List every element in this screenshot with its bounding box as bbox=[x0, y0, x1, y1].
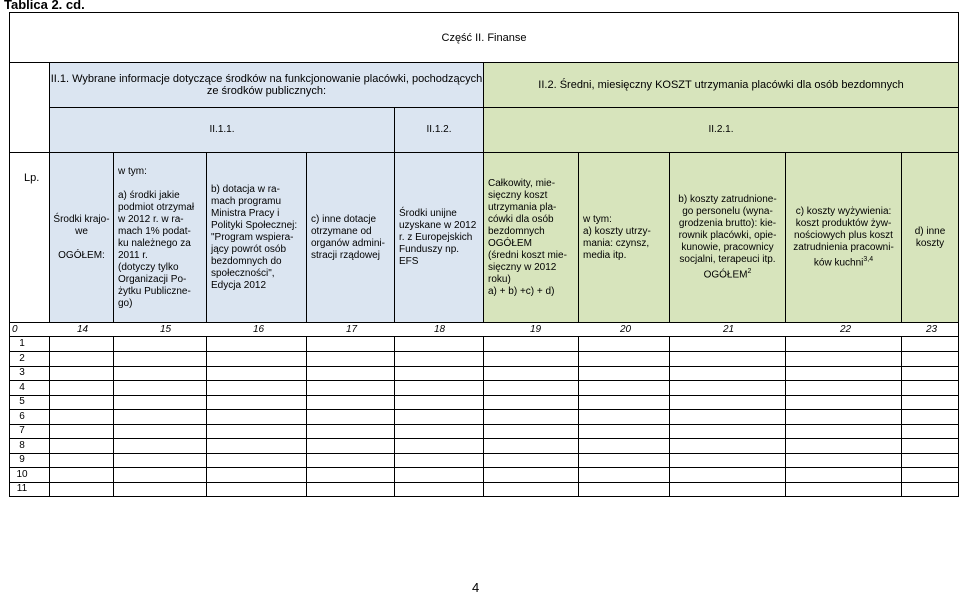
row-line bbox=[9, 453, 959, 454]
row-number: 7 bbox=[19, 425, 25, 436]
column-number: 19 bbox=[530, 324, 542, 335]
footnote-2: 2 bbox=[747, 267, 752, 275]
column-number: 21 bbox=[723, 324, 735, 335]
table-title: Tablica 2. cd. bbox=[4, 0, 85, 12]
subsection-3-header: II.2.1. bbox=[483, 107, 959, 153]
row-number: 4 bbox=[19, 382, 25, 393]
lp-header-cell bbox=[9, 152, 50, 323]
row-line bbox=[9, 467, 959, 468]
row-number: 3 bbox=[19, 367, 25, 378]
header-other-costs: d) inne koszty bbox=[901, 152, 959, 323]
row-line bbox=[9, 366, 959, 367]
row-line bbox=[9, 438, 959, 439]
grid-line bbox=[578, 336, 579, 497]
header-food-costs: c) koszty wyżywienia: koszt produktów żyw- nościowych plus koszt zatrudnienia pracowni- ków kuchni bbox=[793, 205, 894, 269]
column-number: 22 bbox=[840, 324, 852, 335]
header-staff-costs-cell bbox=[669, 152, 786, 323]
lp-header: Lp. bbox=[24, 172, 40, 184]
grid-line bbox=[785, 336, 786, 497]
row-line bbox=[9, 482, 959, 483]
row-number: 11 bbox=[16, 483, 28, 494]
row-number: 8 bbox=[19, 440, 25, 451]
section-2-header: II.2. Średni, miesięczny KOSZT utrzymania placówki dla osób bezdomnych bbox=[483, 62, 959, 108]
subsection-2-header: II.1.2. bbox=[394, 107, 484, 153]
row-line bbox=[9, 380, 959, 381]
column-number: 18 bbox=[434, 324, 446, 335]
section-1-header: II.1. Wybrane informacje dotyczące środków na funkcjonowanie placówki, pochodzących ze środków publicznych: bbox=[49, 62, 484, 108]
column-number: 16 bbox=[253, 324, 265, 335]
row-number: 5 bbox=[19, 396, 25, 407]
numbers-row-divider bbox=[9, 336, 959, 337]
header-eu-funds: Środki unijne uzyskane w 2012 r. z Europejskich Funduszy np. EFS bbox=[394, 152, 484, 323]
header-food-costs-cell bbox=[785, 152, 902, 323]
header-total-monthly-cost: Całkowity, mie- sięczny koszt utrzymania pla- cówki dla osób bezdomnych OGÓŁEM (średni koszt mie- sięczny w 2012 roku) a) + b) +c) + d) bbox=[483, 152, 579, 323]
row-line bbox=[9, 395, 959, 396]
column-number: 17 bbox=[346, 324, 358, 335]
footnote-3-4: 3,4 bbox=[863, 255, 874, 263]
grid-line bbox=[394, 336, 395, 497]
part-title: Część II. Finanse bbox=[9, 12, 959, 63]
row-number: 1 bbox=[19, 338, 25, 349]
row-line bbox=[9, 351, 959, 352]
header-domestic-funds: Środki krajo- we OGÓŁEM: bbox=[49, 152, 114, 323]
header-one-percent-tax: w tym: a) środki jakie podmiot otrzymał w 2012 r. w ra- mach 1% podat- ku należnego za 2011 r. (dotyczy tylko Organizacji Po- żytku Publiczne- go) bbox=[113, 152, 207, 323]
grid-line bbox=[669, 336, 670, 497]
grid-line bbox=[306, 336, 307, 497]
header-other-grants: c) inne dotacje otrzymane od organów admini- stracji rządowej bbox=[306, 152, 395, 323]
row-line bbox=[9, 424, 959, 425]
grid-line bbox=[206, 336, 207, 497]
header-staff-costs: b) koszty zatrudnione- go personelu (wyna- grodzenia brutto): kie- rownik placówki, opie- kunowie, pracownicy socjalni, terapeuci itp. OGÓŁEM bbox=[678, 193, 777, 281]
column-number: 15 bbox=[160, 324, 172, 335]
row-line bbox=[9, 409, 959, 410]
grid-line bbox=[901, 336, 902, 497]
column-number: 14 bbox=[77, 324, 89, 335]
row-number: 10 bbox=[16, 469, 28, 480]
subsection-1-header: II.1.1. bbox=[49, 107, 395, 153]
grid-line bbox=[483, 336, 484, 497]
header-ministry-grant: b) dotacja w ra- mach programu Ministra Pracy i Polityki Społecznej: "Program wspiera- jący powrót osób bezdomnych do społeczności", Edycja 2012 bbox=[206, 152, 307, 323]
grid-line bbox=[49, 336, 50, 497]
row-number: 2 bbox=[19, 353, 25, 364]
header-maintenance-costs: w tym: a) koszty utrzy- mania: czynsz, media itp. bbox=[578, 152, 670, 323]
row-number: 6 bbox=[19, 411, 25, 422]
grid-line bbox=[113, 336, 114, 497]
column-number: 0 bbox=[12, 324, 18, 335]
column-number: 20 bbox=[620, 324, 632, 335]
page-number: 4 bbox=[472, 580, 480, 595]
row-number: 9 bbox=[19, 454, 25, 465]
column-number: 23 bbox=[926, 324, 938, 335]
